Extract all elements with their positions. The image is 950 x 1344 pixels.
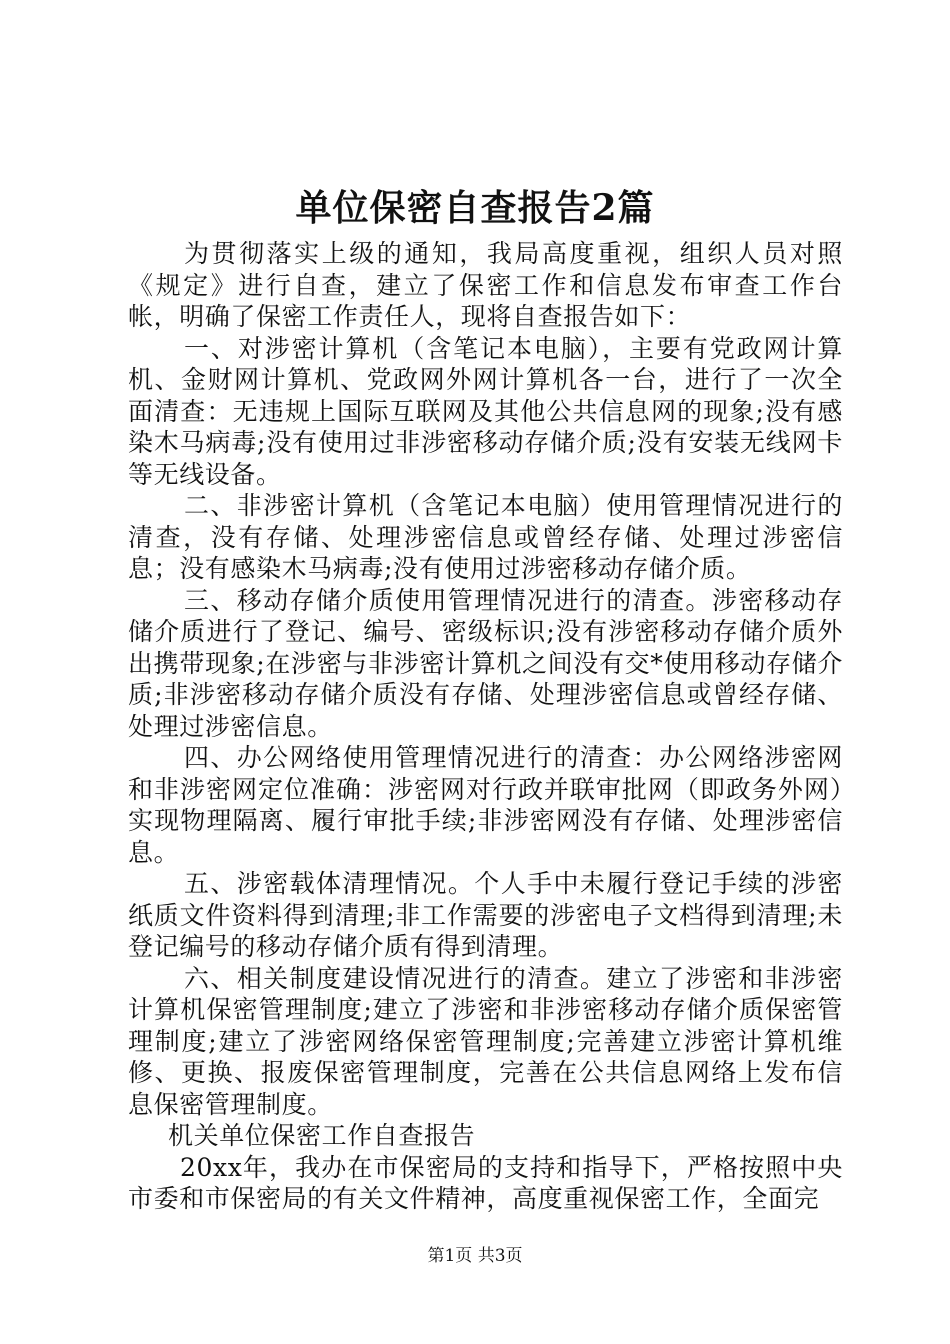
paragraph-section-3: 三、移动存储介质使用管理情况进行的清查。涉密移动存储介质进行了登记、编号、密级标识;没有涉密移动存储介质外出携带现象;在涉密与非涉密计算机之间没有交*使用移动存储介质;非涉密移动存储介质没有存储、处理涉密信息或曾经存储、处理过涉密信息。 (128, 585, 843, 741)
document-title: 单位保密自查报告2篇 (295, 187, 655, 229)
page-footer: 第1页 共3页 (427, 1246, 523, 1266)
paragraph-section-6: 六、相关制度建设情况进行的清查。建立了涉密和非涉密计算机保密管理制度;建立了涉密和非涉密移动存储介质保密管理制度;建立了涉密网络保密管理制度;完善建立涉密计算机维修、更换、报废保密管理制度，完善在公共信息网络上发布信息保密管理制度。 (128, 963, 843, 1119)
document-body (128, 238, 843, 1215)
paragraph-second-report-intro: 20xx年，我办在市保密局的支持和指导下，严格按照中央市委和市保密局的有关文件精神，高度重视保密工作，全面完 (128, 1152, 843, 1213)
paragraph-section-4: 四、办公网络使用管理情况进行的清查：办公网络涉密网和非涉密网定位准确：涉密网对行政并联审批网（即政务外网）实现物理隔离、履行审批手续;非涉密网没有存储、处理涉密信息。 (128, 743, 843, 867)
paragraph-section-1: 一、对涉密计算机（含笔记本电脑），主要有党政网计算机、金财网计算机、党政网外网计算机各一台，进行了一次全面清查：无违规上国际互联网及其他公共信息网的现象;没有感染木马病毒;没有使用过非涉密移动存储介质;没有安装无线网卡等无线设备。 (128, 333, 843, 489)
subheading-second-report: 机关单位保密工作自查报告 (168, 1121, 476, 1150)
paragraph-intro: 为贯彻落实上级的通知，我局高度重视，组织人员对照《规定》进行自查，建立了保密工作和信息发布审查工作台帐，明确了保密工作责任人，现将自查报告如下： (128, 239, 843, 331)
paragraph-section-2: 二、非涉密计算机（含笔记本电脑）使用管理情况进行的清查，没有存储、处理涉密信息或曾经存储、处理过涉密信息；没有感染木马病毒;没有使用过涉密移动存储介质。 (128, 491, 843, 583)
paragraph-section-5: 五、涉密载体清理情况。个人手中未履行登记手续的涉密纸质文件资料得到清理;非工作需要的涉密电子文档得到清理;未登记编号的移动存储介质有得到清理。 (128, 869, 843, 961)
